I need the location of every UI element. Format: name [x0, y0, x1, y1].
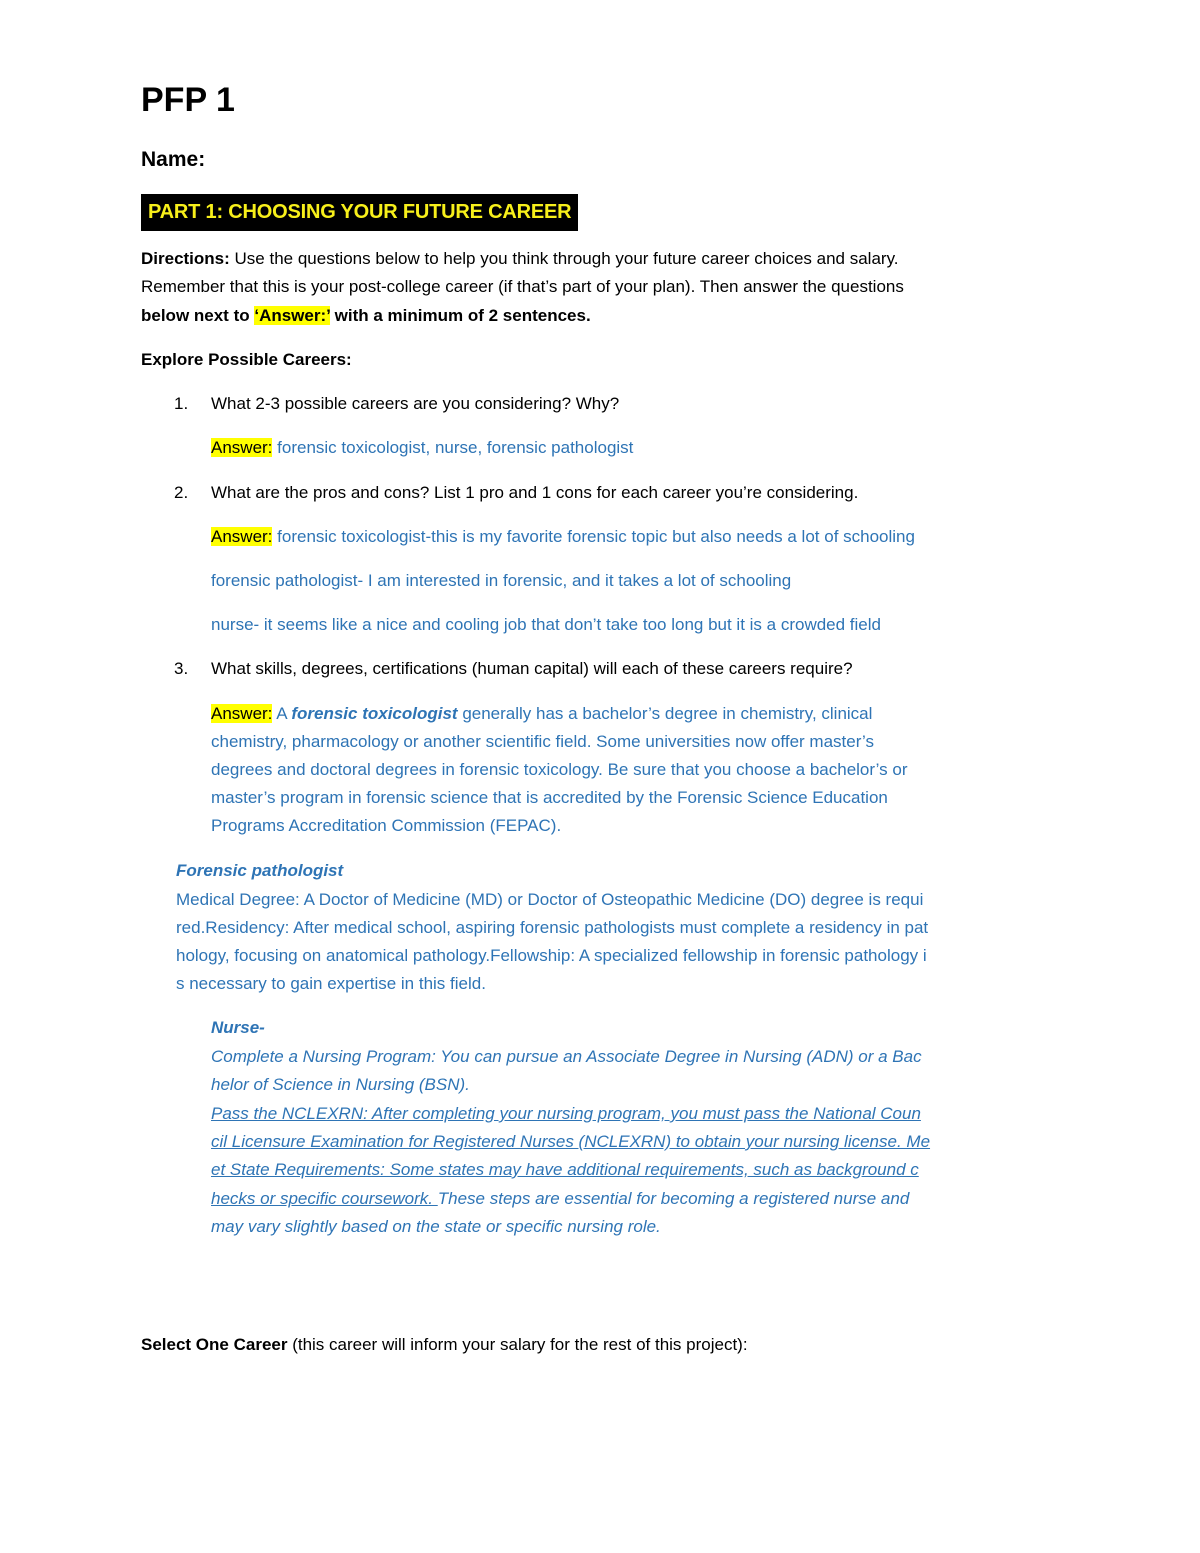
nurse-line-6	[211, 1185, 909, 1213]
pathologist-line-4: s necessary to gain expertise in this field.	[176, 974, 486, 993]
nurse-line-5: et State Requirements: Some states may have additional requirements, such as background c	[211, 1160, 919, 1179]
nurse-line-2: helor of Science in Nursing (BSN).	[211, 1075, 470, 1094]
answer-text: forensic toxicologist-this is my favorite forensic topic but also needs a lot of schooling	[277, 527, 915, 546]
question-number: 3.	[174, 659, 189, 678]
document-title: PFP 1	[141, 81, 235, 119]
answer-3-line-3: degrees and doctoral degrees in forensic toxicology. Be sure that you choose a bachelor’s or	[211, 760, 908, 779]
question-text: What are the pros and cons? List 1 pro and 1 cons for each career you’re considering.	[211, 483, 859, 502]
part-heading: PART 1: CHOOSING YOUR FUTURE CAREER	[141, 194, 578, 231]
answer-label: Answer:	[211, 527, 273, 546]
question-number: 2.	[174, 483, 189, 502]
answer-career: forensic toxicologist	[291, 704, 458, 723]
pathologist-line-2: red.Residency: After medical school, aspiring forensic pathologists must complete a residency in pat	[176, 918, 929, 937]
directions-line-3	[141, 302, 591, 330]
nurse-line-3: Pass the NCLEXRN: After completing your nursing program, you must pass the National Coun	[211, 1104, 921, 1123]
answer-2-line-2: forensic pathologist- I am interested in forensic, and it takes a lot of schooling	[211, 571, 792, 590]
select-career-label: Select One Career	[141, 1335, 288, 1354]
nurse-heading: Nurse-	[211, 1018, 265, 1037]
directions-text-3b: with a minimum of 2 sentences.	[329, 306, 591, 325]
directions-text-1: Use the questions below to help you think through your future career choices and salary.	[229, 249, 899, 268]
answer-2-line-1	[211, 523, 915, 551]
select-career-text: (this career will inform your salary for the rest of this project):	[287, 1335, 748, 1354]
directions-line-2: Remember that this is your post-college career (if that’s part of your plan). Then answer the questions	[141, 277, 904, 296]
directions-line-1	[141, 245, 899, 273]
answer-3-line-5: Programs Accreditation Commission (FEPAC).	[211, 816, 562, 835]
directions-label: Directions:	[141, 249, 230, 268]
answer-1	[211, 434, 633, 462]
answer-3-line-1	[211, 700, 872, 728]
answer-label: Answer:	[211, 704, 273, 723]
nurse-line-4: cil Licensure Examination for Registered Nurses (NCLEXRN) to obtain your nursing license. Me	[211, 1132, 931, 1151]
question-text: What skills, degrees, certifications (human capital) will each of these careers require?	[211, 659, 853, 678]
nurse-line-6-plain: These steps are essential for becoming a registered nurse and	[437, 1189, 910, 1208]
pathologist-line-1: Medical Degree: A Doctor of Medicine (MD) or Doctor of Osteopathic Medicine (DO) degree is requi	[176, 890, 924, 909]
answer-text: forensic toxicologist, nurse, forensic pathologist	[277, 438, 634, 457]
pathologist-heading: Forensic pathologist	[176, 861, 344, 880]
answer-3-line-2: chemistry, pharmacology or another scientific field. Some universities now offer master’s	[211, 732, 874, 751]
nurse-line-1: Complete a Nursing Program: You can pursue an Associate Degree in Nursing (ADN) or a Bac	[211, 1047, 922, 1066]
answer-3-line-4: master’s program in forensic science that is accredited by the Forensic Science Education	[211, 788, 888, 807]
name-label: Name:	[141, 148, 206, 171]
nurse-line-7: may vary slightly based on the state or specific nursing role.	[211, 1217, 661, 1236]
nurse-line-6-underlined: hecks or specific coursework.	[211, 1189, 438, 1208]
question-number: 1.	[174, 394, 189, 413]
answer-label: Answer:	[211, 438, 273, 457]
directions-text-3a: below next to	[141, 306, 255, 325]
directions-answer-highlight: ‘Answer:’	[254, 306, 330, 325]
select-career-line	[141, 1331, 748, 1359]
explore-heading: Explore Possible Careers:	[141, 350, 352, 369]
answer-text: generally has a bachelor’s degree in chemistry, clinical	[457, 704, 873, 723]
question-text: What 2-3 possible careers are you considering? Why?	[211, 394, 620, 413]
pathologist-line-3: hology, focusing on anatomical pathology.Fellowship: A specialized fellowship in forensic pathology i	[176, 946, 927, 965]
answer-2-line-3: nurse- it seems like a nice and cooling job that don’t take too long but it is a crowded field	[211, 615, 881, 634]
answer-intro: A	[272, 704, 292, 723]
